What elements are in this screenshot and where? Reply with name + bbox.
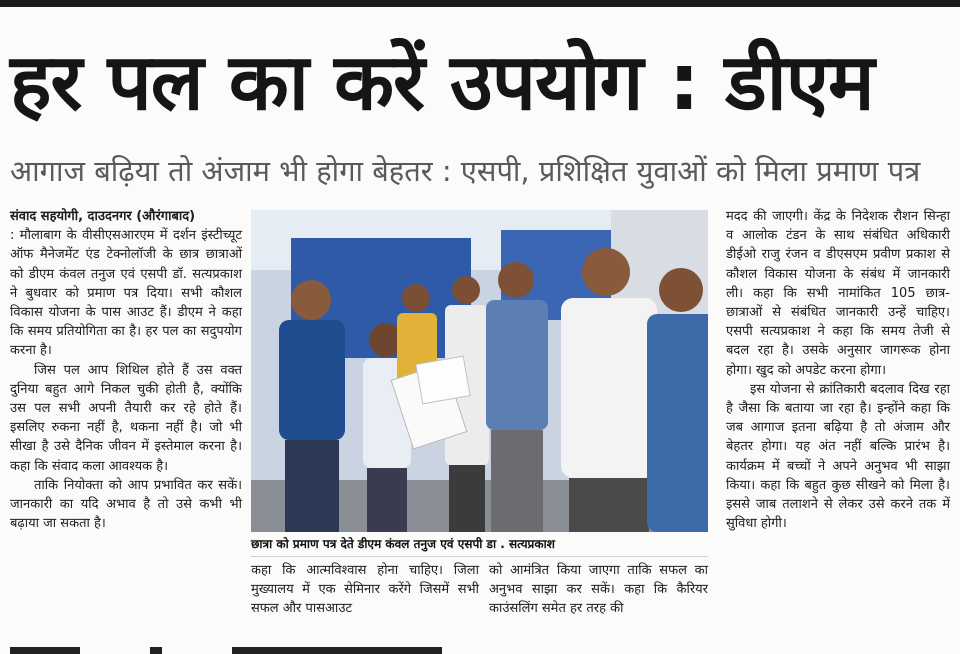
news-photo (251, 210, 708, 532)
page-subtitle: आगाज बढ़िया तो अंजाम भी होगा बेहतर : एसपी, प्रशिक्षित युवाओं को मिला प्रमाण पत्र (10, 154, 921, 188)
caption-divider (251, 556, 708, 557)
column1-paragraph-3: ताकि नियोक्ता को आप प्रभावित कर सकें। जानकारी का यदि अभाव है तो उसे कभी भी बढ़ाया जा सकता है। (10, 477, 242, 532)
article-column-3: को आमंत्रित किया जाएगा ताकि सफल का अनुभव साझा कर सकें। कहा कि कैरियर काउंसलिंग समेत हर तरह की (489, 563, 708, 617)
column1-paragraph-1: : मौलाबाग के वीसीएसआरएम में दर्शन इंस्टीच्यूट ऑफ मैनेजमेंट एंड टेक्नोलॉजी के छात्र छात्राओं को डीएम कंवल तनुज एवं एसपी डॉ. सत्यप्रकाश ने बुधवार को प्रमाण पत्र दिया। सभी कौशल विकास योजना के पास आउट हैं। डीएम ने कहा कि समय प्रतियोगिता का है। हर पल का सदुपयोग करना है। (10, 228, 242, 359)
article-column-1 (10, 207, 242, 533)
certificate-ceremony-photo (251, 210, 708, 532)
article-column-2: कहा कि आत्मविश्वास होना चाहिए। जिला मुख्यालय में एक सेमिनार करेंगे जिसमें सभी सफल और पासआउट (251, 563, 479, 617)
column4-paragraph-2: इस योजना से क्रांतिकारी बदलाव दिख रहा है जैसा कि बताया जा रहा है। इन्होंने कहा कि जब आगाज इतना बढ़िया है तो अंजाम और बेहतर होगा। यह अंत नहीं बल्कि प्रारंभ है। कार्यक्रम में बच्चों ने अपने अनुभव भी साझा किया। कहा कि बहुत कुछ सीखने को मिला है। इससे जाब तलाशने से लेकर उसे करने तक में सुविधा होगी। (726, 381, 950, 532)
page-title: हर पल का करें उपयोग : डीएम (10, 38, 874, 128)
person-blue-shirt (486, 262, 548, 532)
photo-caption: छात्रा को प्रमाण पत्र देते डीएम कंवल तनुज एवं एसपी डा . सत्यप्रकाश (251, 537, 555, 551)
top-border (0, 0, 960, 7)
byline: संवाद सहयोगी, दाउदनगर (औरंगाबाद) (10, 209, 196, 224)
article-column-4 (726, 207, 950, 533)
column1-paragraph-2: जिस पल आप शिथिल होते हैं उस वक्त दुनिया बहुत आगे निकल चुकी होती है, क्योंकि उस पल सभी अपनी तैयारी कर रहे होते हैं। इसलिए रुकना नहीं है, थकना नहीं है। जो भी सीखा है उसे दैनिक जीवन में इस्तेमाल करना है। कहा कि संवाद कला आवश्यक है। (10, 362, 242, 474)
next-article-fragment (0, 642, 960, 654)
column4-paragraph-1: मदद की जाएगी। केंद्र के निदेशक रौशन सिन्हा व आलोक टंडन के साथ संबंधित अधिकारी डीईओ राजु रंजन व डीएसएम प्रवीण प्रकाश से कौशल विकास योजना के संबंध में जानकारी ली। कहा कि सभी नामांकित 105 छात्र-छात्राओं से संबंधित जानकारी उन्हें चाहिए। एसपी सत्यप्रकाश ने कहा कि समय तेजी से बदल रहा है। उसके अनुसार जागरूक होना होगा। खुद को अपडेट करना होगा। (726, 209, 950, 378)
